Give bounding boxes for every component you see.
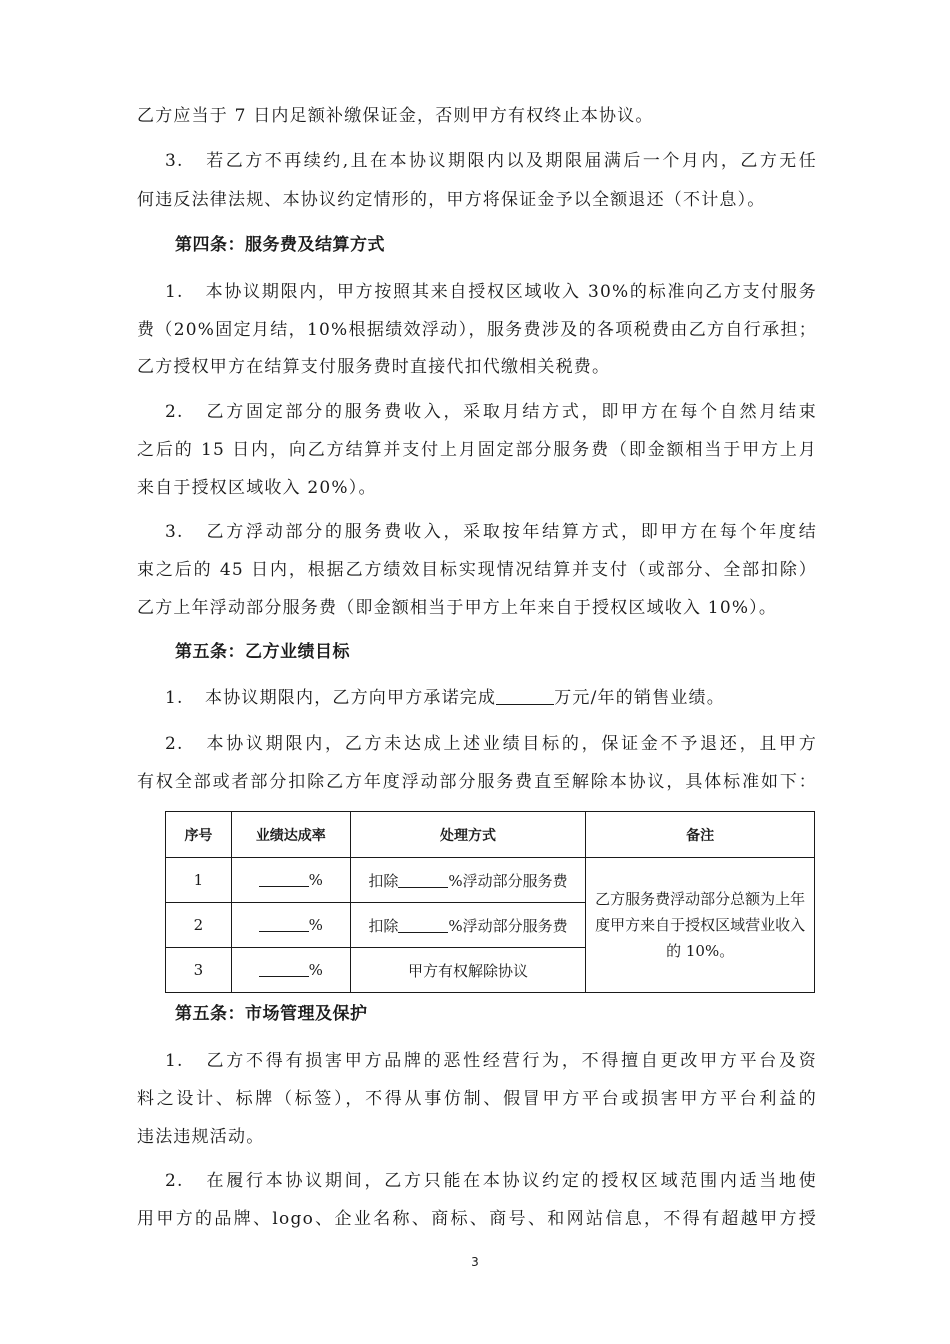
table-note-cell: 乙方服务费浮动部分总额为上年度甲方来自于授权区域营业收入的 10%。 xyxy=(586,858,815,993)
paragraph-line: 来自于授权区域收入 20%）。 xyxy=(137,478,377,498)
cell-text: %浮动部分服务费 xyxy=(448,871,568,890)
fill-in-blank xyxy=(259,872,309,887)
table-header-row xyxy=(166,812,815,858)
paragraph-text: 在履行本协议期间，乙方只能在本协议约定的授权区域范围内适当地使 xyxy=(205,1171,817,1191)
paragraph-line: 料之设计、标牌（标签），不得从事仿制、假冒甲方平台或损害甲方平台利益的 xyxy=(137,1089,817,1109)
paragraph-text: 本协议期限内，乙方未达成上述业绩目标的，保证金不予退还，且甲方 xyxy=(205,734,817,754)
table-cell: 3 xyxy=(166,948,232,993)
paragraph-text: 本协议期限内，乙方向甲方承诺完成 xyxy=(205,688,497,708)
fill-in-blank xyxy=(496,688,554,705)
cell-text: % xyxy=(308,961,323,979)
table-cell xyxy=(350,858,586,903)
paragraph-line xyxy=(165,687,817,709)
paragraph-line: 用甲方的品牌、logo、企业名称、商标、商号、和网站信息，不得有超越甲方授 xyxy=(137,1209,817,1229)
table-cell: 2 xyxy=(166,903,232,948)
paragraph-text: 本协议期限内，甲方按照其来自授权区域收入 30%的标准向乙方支付服务 xyxy=(205,282,817,302)
paragraph-line: 乙方上年浮动部分服务费（即金额相当于甲方上年来自于授权区域收入 10%）。 xyxy=(137,598,778,618)
performance-table xyxy=(165,811,815,993)
paragraph-line xyxy=(165,521,817,543)
paragraph-line xyxy=(165,150,817,172)
section-heading: 第四条：服务费及结算方式 xyxy=(175,235,385,255)
section-heading: 第五条：市场管理及保护 xyxy=(175,1004,368,1024)
list-number: 2. xyxy=(165,402,184,422)
paragraph-text: 乙方固定部分的服务费收入，采取月结方式，即甲方在每个自然月结束 xyxy=(205,402,817,422)
list-number: 3. xyxy=(165,522,184,542)
paragraph-line xyxy=(165,733,817,755)
paragraph-text: 乙方浮动部分的服务费收入，采取按年结算方式，即甲方在每个年度结 xyxy=(205,522,817,542)
paragraph-line: 有权全部或者部分扣除乙方年度浮动部分服务费直至解除本协议，具体标准如下： xyxy=(137,772,817,792)
paragraph-text: 万元/年的销售业绩。 xyxy=(554,688,725,708)
paragraph-line xyxy=(165,401,817,423)
list-number: 1. xyxy=(165,688,184,708)
paragraph-line: 束之后的 45 日内，根据乙方绩效目标实现情况结算并支付（或部分、全部扣除） xyxy=(137,560,817,580)
table-cell xyxy=(350,903,586,948)
cell-text: %浮动部分服务费 xyxy=(448,916,568,935)
cell-text: % xyxy=(308,916,323,934)
table-header: 业绩达成率 xyxy=(231,812,350,858)
list-number: 1. xyxy=(165,1051,184,1071)
table-cell xyxy=(231,903,350,948)
section-heading: 第五条：乙方业绩目标 xyxy=(175,642,350,662)
list-number: 1. xyxy=(165,282,184,302)
table-cell xyxy=(231,858,350,903)
cell-text: 扣除 xyxy=(368,916,399,935)
paragraph-line: 违法违规活动。 xyxy=(137,1127,265,1147)
fill-in-blank xyxy=(398,918,448,933)
page-number: 3 xyxy=(471,1255,479,1269)
table-header: 序号 xyxy=(166,812,232,858)
list-number: 2. xyxy=(165,734,184,754)
paragraph-line xyxy=(165,1170,817,1192)
paragraph-line: 乙方授权甲方在结算支付服务费时直接代扣代缴相关税费。 xyxy=(137,357,611,377)
table-cell: 1 xyxy=(166,858,232,903)
table-row xyxy=(166,858,815,903)
table-header: 处理方式 xyxy=(350,812,586,858)
paragraph-line xyxy=(165,281,817,303)
table-cell xyxy=(231,948,350,993)
cell-text: % xyxy=(308,871,323,889)
paragraph-text: 乙方不得有损害甲方品牌的恶性经营行为，不得擅自更改甲方平台及资 xyxy=(205,1051,817,1071)
table-header: 备注 xyxy=(586,812,815,858)
paragraph-line: 之后的 15 日内，向乙方结算并支付上月固定部分服务费（即金额相当于甲方上月 xyxy=(137,440,817,460)
paragraph-line: 费（20%固定月结，10%根据绩效浮动），服务费涉及的各项税费由乙方自行承担； xyxy=(137,320,817,340)
cell-text: 扣除 xyxy=(368,871,399,890)
table-cell: 甲方有权解除协议 xyxy=(350,948,586,993)
paragraph-text: 若乙方不再续约,且在本协议期限内以及期限届满后一个月内，乙方无任 xyxy=(205,151,817,171)
paragraph-line xyxy=(165,1050,817,1072)
list-number: 2. xyxy=(165,1171,184,1191)
fill-in-blank xyxy=(259,962,309,977)
fill-in-blank xyxy=(259,917,309,932)
paragraph-line: 何违反法律法规、本协议约定情形的，甲方将保证金予以全额退还（不计息）。 xyxy=(137,190,766,210)
fill-in-blank xyxy=(398,873,448,888)
list-number: 3. xyxy=(165,151,184,171)
paragraph-line: 乙方应当于 7 日内足额补缴保证金，否则甲方有权终止本协议。 xyxy=(137,106,654,126)
